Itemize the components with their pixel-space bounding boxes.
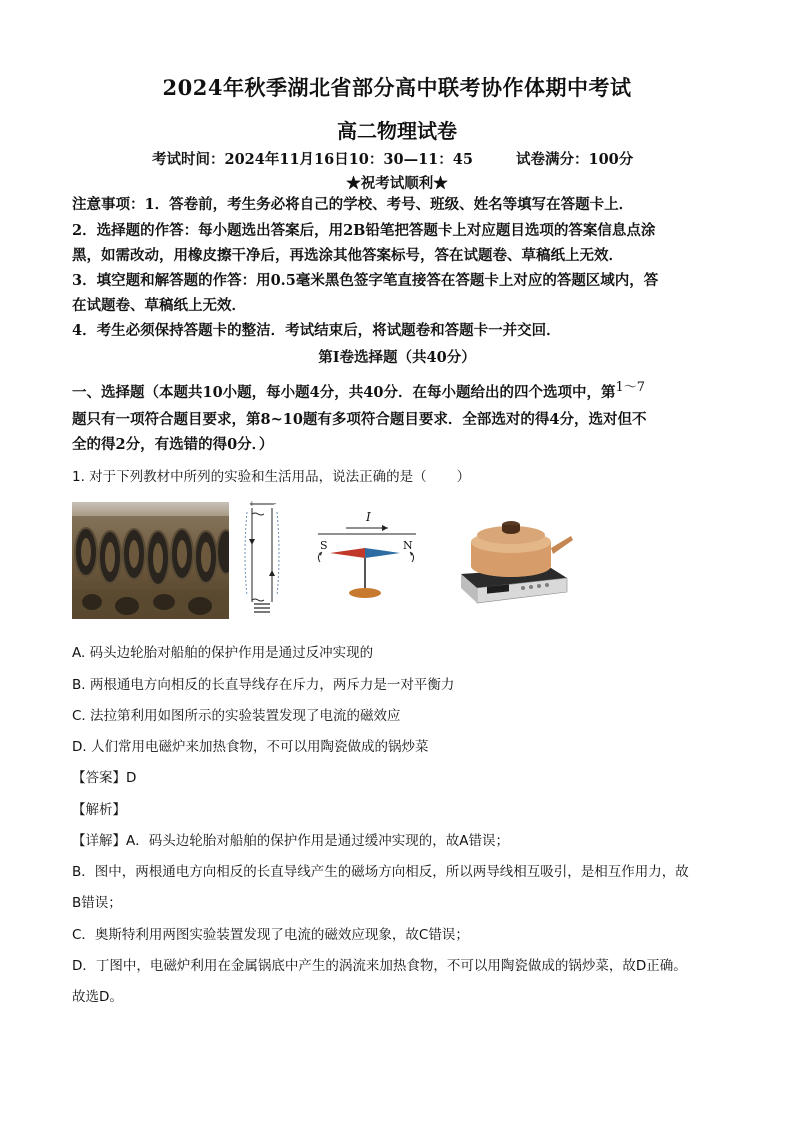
exam-subtitle: 高二物理试卷 bbox=[337, 119, 457, 143]
compass-north-label: N bbox=[403, 539, 413, 552]
detail-line-1: 【详解】A．码头边轮胎对船舶的保护作用是通过缓冲实现的，故A错误； bbox=[72, 833, 509, 849]
parallel-wires-figure bbox=[244, 500, 280, 617]
option-b: B. 两根通电方向相反的长直导线存在斥力，两斥力是一对平衡力 bbox=[72, 677, 455, 693]
analysis-tag: 【解析】 bbox=[72, 802, 126, 818]
exam-time: 考试时间：2024年11月16日10：30—11：45 bbox=[152, 151, 473, 168]
dock-tires-photo bbox=[72, 502, 229, 619]
note-line-1: 注意事项：1．答卷前，考生务必将自己的学校、考号、班级、姓名等填写在答题卡上． bbox=[72, 196, 634, 213]
section-heading: 第Ⅰ卷选择题（共40分） bbox=[318, 349, 476, 366]
section-intro-sup: 1～7 bbox=[615, 380, 645, 395]
exam-title: 2024年秋季湖北省部分高中联考协作体期中考试 bbox=[162, 75, 632, 100]
question-1-stem-text: 1. 对于下列教材中所列的实验和生活用品，说法正确的是（ bbox=[72, 469, 427, 485]
note-line-5: 在试题卷、草稿纸上无效． bbox=[72, 297, 246, 314]
question-1-stem bbox=[72, 465, 470, 485]
question-1-stem-end: ） bbox=[456, 469, 471, 485]
note-line-2: 2．选择题的作答：每小题选出答案后，用2B铅笔把答题卡上对应题目选项的答案信息点涂 bbox=[72, 222, 656, 239]
svg-text:−: − bbox=[271, 500, 277, 508]
note-line-4: 3．填空题和解答题的作答：用0.5毫米黑色签字笔直接答在答题卡上对应的答题区域内，答 bbox=[72, 272, 659, 289]
option-a: A. 码头边轮胎对船舶的保护作用是通过反冲实现的 bbox=[72, 645, 374, 661]
detail-line-6: 故选D。 bbox=[72, 989, 123, 1005]
note-line-3: 黑，如需改动，用橡皮擦干净后，再选涂其他答案标号，答在试题卷、草稿纸上无效． bbox=[72, 247, 623, 264]
option-d: D. 人们常用电磁炉来加热食物，不可以用陶瓷做成的锅炒菜 bbox=[72, 739, 429, 755]
section-intro-2: 题只有一项符合题目要求，第8~10题有多项符合题目要求．全部选对的得4分，选对但不 bbox=[72, 411, 647, 428]
detail-line-4: C．奥斯特利用两图实验装置发现了电流的磁效应现象，故C错误； bbox=[72, 927, 469, 943]
detail-line-3: B错误； bbox=[72, 895, 122, 911]
section-intro-1-text: 一、选择题（本题共10小题，每小题4分，共40分．在每小题给出的四个选项中，第 bbox=[72, 384, 616, 401]
compass-south-label: S bbox=[320, 539, 328, 552]
detail-line-2: B．图中，两根通电方向相反的长直导线产生的磁场方向相反，所以两导线相互吸引，是相互作用力，故 bbox=[72, 864, 689, 880]
detail-line-5: D．丁图中，电磁炉利用在金属锅底中产生的涡流来加热食物，不可以用陶瓷做成的锅炒菜，故D正确。 bbox=[72, 958, 687, 974]
note-line-6: 4．考生必须保持答题卡的整洁．考试结束后，将试题卷和答题卡一并交回． bbox=[72, 322, 561, 339]
option-c: C. 法拉第利用如图所示的实验装置发现了电流的磁效应 bbox=[72, 708, 401, 724]
full-score: 试卷满分：100分 bbox=[516, 151, 634, 168]
answer-line: 【答案】D bbox=[72, 770, 137, 786]
current-label: I bbox=[366, 510, 371, 524]
section-intro-1 bbox=[72, 378, 722, 403]
good-luck: ★祝考试顺利★ bbox=[346, 175, 448, 192]
oersted-compass-figure bbox=[312, 510, 422, 605]
svg-text:+: + bbox=[249, 500, 255, 508]
section-intro-3: 全的得2分，有选错的得0分．） bbox=[72, 436, 274, 453]
induction-cooker-photo bbox=[455, 508, 575, 608]
